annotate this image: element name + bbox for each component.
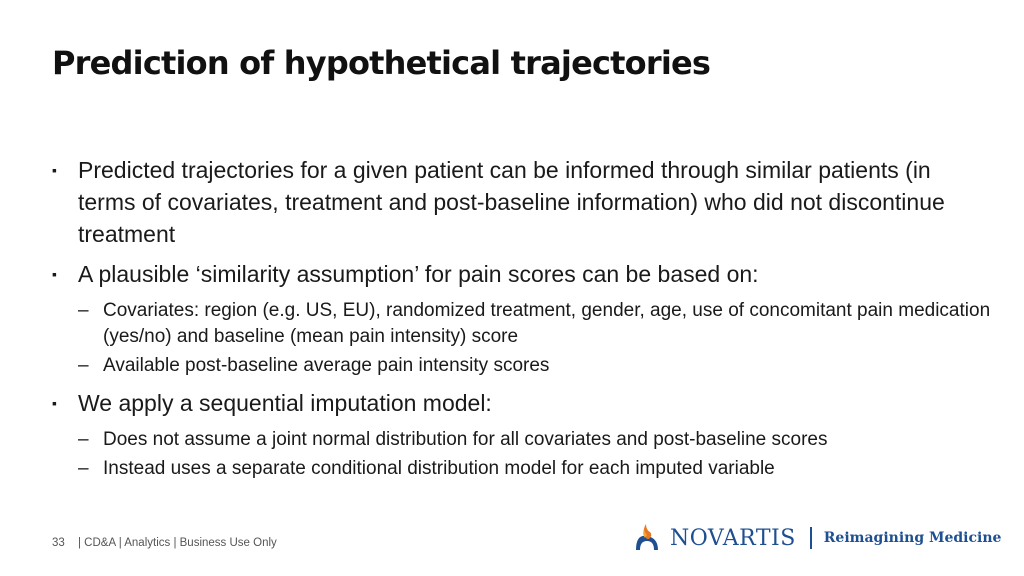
sub-bullet-text: Does not assume a joint normal distribution for all covariates and post-baseline scores xyxy=(103,429,828,450)
novartis-logo xyxy=(632,518,1001,558)
footer-text: | CD&A | Analytics | Business Use Only xyxy=(78,537,277,549)
sub-bullet-marker: – xyxy=(78,429,89,450)
sub-bullet-list xyxy=(52,298,992,379)
sub-bullet-marker: – xyxy=(78,458,89,479)
sub-bullet-text: Instead uses a separate conditional distribution model for each imputed variable xyxy=(103,458,775,479)
sub-bullet-marker: – xyxy=(78,355,89,376)
sub-bullet-item xyxy=(52,298,992,350)
slide-content xyxy=(52,154,992,490)
sub-bullet-list xyxy=(52,427,992,482)
bullet-text: A plausible ‘similarity assumption’ for pain scores can be based on: xyxy=(78,261,759,287)
sub-bullet-marker: – xyxy=(78,300,89,321)
logo-tagline: Reimagining Medicine xyxy=(823,530,1002,546)
novartis-flame-icon xyxy=(632,520,662,556)
logo-brand: NOVARTIS xyxy=(670,525,796,551)
sub-bullet-item xyxy=(52,427,992,453)
bullet-marker: ▪ xyxy=(52,395,57,411)
bullet-marker: ▪ xyxy=(52,266,57,282)
bullet-item xyxy=(52,154,992,250)
slide-title: Prediction of hypothetical trajectories xyxy=(52,44,711,82)
bullet-item xyxy=(52,258,992,290)
sub-bullet-item xyxy=(52,353,992,379)
slide-footer xyxy=(52,537,277,549)
bullet-text: We apply a sequential imputation model: xyxy=(78,390,492,416)
bullet-text: Predicted trajectories for a given patient can be informed through similar patients (in terms of covariates, treatment and post-baseline information) who did not discontinue treatment xyxy=(78,157,945,247)
sub-bullet-item xyxy=(52,456,992,482)
sub-bullet-text: Covariates: region (e.g. US, EU), randomized treatment, gender, age, use of concomitant pain medication (yes/no) and baseline (mean pain intensity) score xyxy=(103,300,991,347)
bullet-item xyxy=(52,387,992,419)
logo-divider xyxy=(810,527,812,549)
bullet-marker: ▪ xyxy=(52,162,57,178)
sub-bullet-text: Available post-baseline average pain intensity scores xyxy=(103,355,550,376)
page-number: 33 xyxy=(52,537,65,549)
